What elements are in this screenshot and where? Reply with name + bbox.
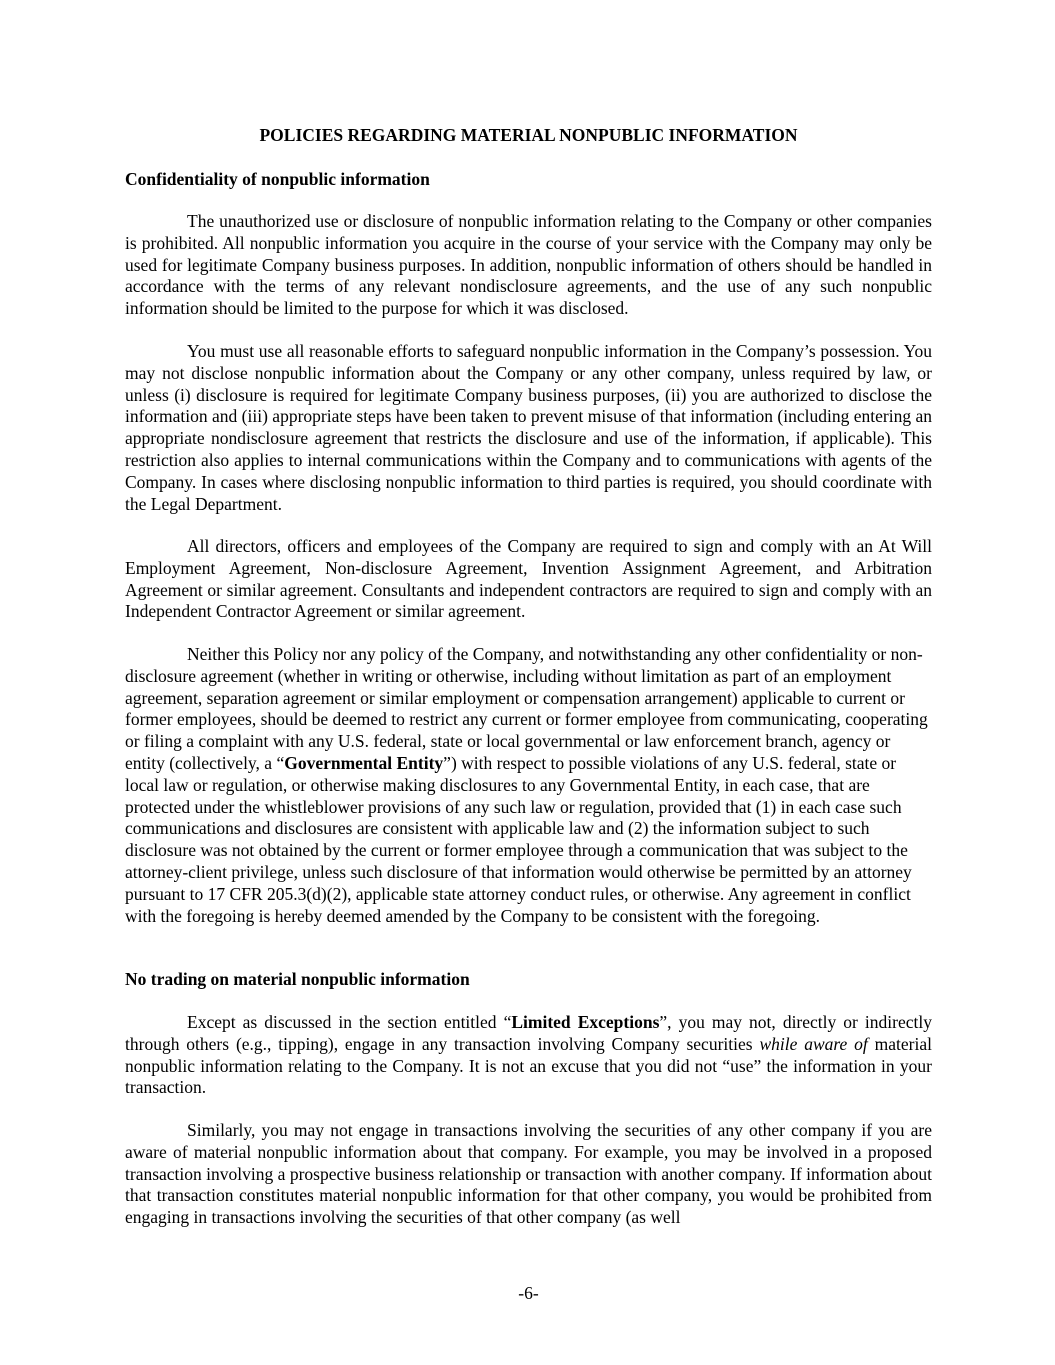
- paragraph-unauthorized-use: The unauthorized use or disclosure of nonpublic information relating to the Company or other companies is prohibited. All nonpublic information you acquire in the course of your service with the Company may only be used for legitimate Company business purposes. In addition, nonpublic information of others should be handled in accordance with the terms of any relevant nondisclosure agreements, and the use of any such nonpublic information should be limited to the purpose for which it was disclosed.: [125, 211, 932, 319]
- exceptions-text-middle: ”, you may not, directly or indirectly through others (e.g., tipping), engage in any transaction involving Company securities: [125, 1012, 932, 1054]
- limited-exceptions-term: Limited Exceptions: [511, 1012, 660, 1032]
- paragraph-safeguard-information: You must use all reasonable efforts to safeguard nonpublic information in the Company’s possession. You may not disclose nonpublic information about the Company or any other company, unless required by law, or unless (i) disclosure is required for legitimate Company business purposes, (ii) you are authorized to disclose the information and (iii) appropriate steps have been taken to prevent misuse of that information (including entering an appropriate nondisclosure agreement that restricts the disclosure and use of the information, if applicable). This restriction also applies to internal communications within the Company and to communications with agents of the Company. In cases where disclosing nonpublic information to third parties is required, you should coordinate with the Legal Department.: [125, 341, 932, 514]
- governmental-entity-term: Governmental Entity: [284, 752, 444, 773]
- paragraph-limited-exceptions: [125, 1012, 932, 1099]
- page-number: -6-: [518, 1283, 539, 1303]
- exceptions-text-before: Except as discussed in the section entitled “: [187, 1012, 512, 1032]
- paragraph-agreements: All directors, officers and employees of the Company are required to sign and comply with an At Will Employment Agreement, Non-disclosure Agreement, Invention Assignment Agreement, and Arbitration Agreement or similar agreement. Consultants and independent contractors are required to sign and comply with an Independent Contractor Agreement or similar agreement.: [125, 536, 932, 622]
- section-heading-confidentiality: Confidentiality of nonpublic information: [125, 169, 430, 189]
- exceptions-text-after: material nonpublic information relating to the Company. It is not an excuse that you did not “use” the information in your transaction.: [125, 1033, 932, 1098]
- section-heading-no-trading: No trading on material nonpublic information: [125, 969, 470, 989]
- document-title: POLICIES REGARDING MATERIAL NONPUBLIC INFORMATION: [259, 125, 798, 145]
- whistleblower-text-after: ”) with respect to possible violations of any U.S. federal, state or local law or regulation, or otherwise making disclosures to any Governmental Entity, in each case, that are protected under the whistleblower provisions of any such law or regulation, provided that (1) in each case such communications and disclosures are consistent with applicable law and (2) the information subject to such disclosure was not obtained by the current or former employee through a communication that was subject to the attorney-client privilege, unless such disclosure of that information would otherwise be permitted by an attorney pursuant to 17 CFR 205.3(d)(2), applicable state attorney conduct rules, or otherwise. Any agreement in conflict with the foregoing is hereby deemed amended by the Company to be consistent with the foregoing.: [125, 752, 912, 926]
- while-aware-of-term: while aware of: [759, 1033, 868, 1054]
- document-page: [125, 0, 932, 1365]
- paragraph-other-companies: Similarly, you may not engage in transactions involving the securities of any other company if you are aware of material nonpublic information about that company. For example, you may be involved in a proposed transaction involving a prospective business relationship or transaction with another company. If information about that transaction constitutes material nonpublic information for that other company, you would be prohibited from engaging in transactions involving the securities of that other company (as well: [125, 1120, 932, 1228]
- paragraph-whistleblower: [125, 644, 932, 927]
- whistleblower-text-before: Neither this Policy nor any policy of the Company, and notwithstanding any other confidentiality or non-disclosure agreement (whether in writing or otherwise, including without limitation as part of an employment agreement, separation agreement or similar employment or compensation arrangement) applicable to current or former employees, should be deemed to restrict any current or former employee from communicating, cooperating or filing a complaint with any U.S. federal, state or local governmental or law enforcement branch, agency or entity (collectively, a “: [125, 644, 928, 773]
